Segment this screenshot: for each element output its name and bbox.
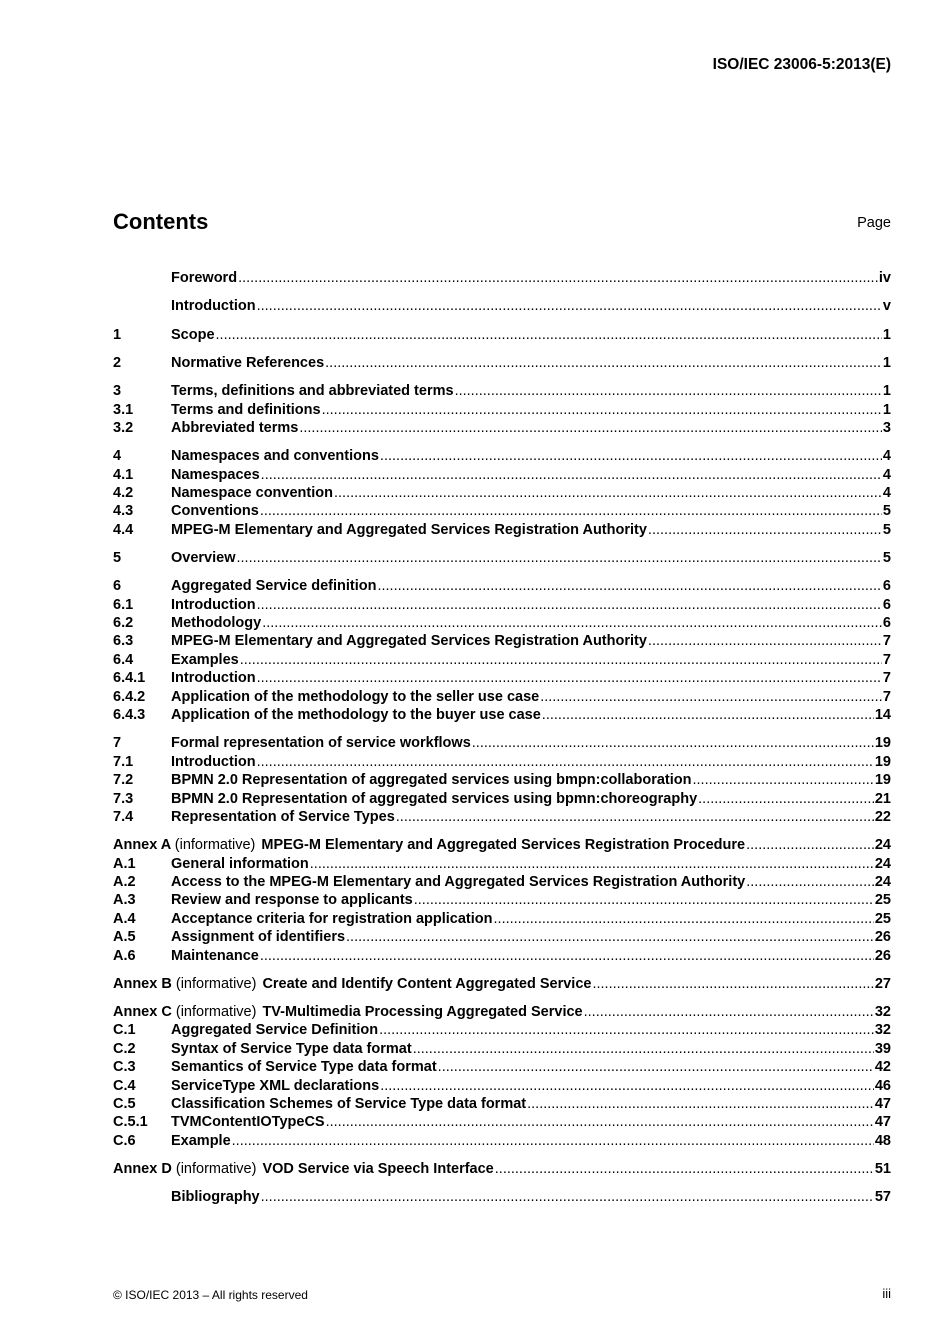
toc-entry[interactable]	[113, 688, 891, 706]
toc-entry-title: Namespaces	[171, 466, 260, 483]
toc-entry[interactable]	[113, 326, 891, 344]
toc-entry-page: 46	[874, 1077, 891, 1094]
annex-prefix	[113, 975, 262, 993]
toc-group	[113, 1160, 891, 1178]
toc-entry-page: 39	[874, 1040, 891, 1057]
dot-leader	[438, 1058, 874, 1076]
toc-entry-title: MPEG-M Elementary and Aggregated Services Registration Procedure	[261, 837, 746, 854]
dot-leader	[592, 975, 873, 993]
toc-entry-page: 7	[882, 688, 891, 705]
toc-entry-page: v	[882, 298, 891, 315]
dot-leader	[527, 1095, 874, 1113]
toc-entry-number: 4	[113, 448, 122, 465]
toc-entry[interactable]	[113, 466, 891, 484]
annex-prefix	[113, 1003, 262, 1021]
toc-entry-page: 26	[874, 947, 891, 964]
toc-entry-number: A.4	[113, 910, 136, 927]
dot-leader	[455, 382, 882, 400]
dot-leader	[238, 269, 878, 287]
toc-entry-title: Normative References	[171, 354, 325, 371]
dot-leader	[260, 502, 882, 520]
toc-entry-title: Assignment of identifiers	[171, 929, 346, 946]
toc-entry-page: 25	[874, 892, 891, 909]
toc-entry[interactable]	[113, 1188, 891, 1206]
toc-entry-page: 22	[874, 808, 891, 825]
toc-entry-number: 6.4.1	[113, 670, 146, 687]
toc-entry-number: 5	[113, 550, 122, 567]
toc-entry-title: Terms, definitions and abbreviated terms	[171, 383, 454, 400]
toc-entry-number: A.1	[113, 855, 136, 872]
toc-entry-title: Application of the methodology to the buyer use case	[171, 707, 541, 724]
dot-leader	[540, 688, 882, 706]
toc-entry[interactable]	[113, 1003, 891, 1021]
toc-entry-page: 1	[882, 326, 891, 343]
toc-entry-title: BPMN 2.0 Representation of aggregated services using bpmn:choreography	[171, 790, 698, 807]
page-column-label: Page	[857, 215, 891, 231]
toc-entry-page: 19	[874, 735, 891, 752]
toc-entry-number: 4.4	[113, 521, 134, 538]
dot-leader	[472, 734, 874, 752]
toc-entry-number: C.2	[113, 1040, 136, 1057]
dot-leader	[322, 401, 882, 419]
toc-entry-title: Introduction	[171, 753, 256, 770]
toc-group	[113, 734, 891, 826]
toc-entry[interactable]	[113, 873, 891, 891]
toc-entry-page: 6	[882, 615, 891, 632]
toc-entry-page: 6	[882, 578, 891, 595]
toc-entry-number: 7.4	[113, 808, 134, 825]
toc-entry-title: Examples	[171, 651, 239, 668]
dot-leader	[495, 1160, 874, 1178]
toc-entry-number: 3.2	[113, 419, 134, 436]
toc-entry[interactable]	[113, 521, 891, 539]
toc-entry[interactable]	[113, 706, 891, 724]
dot-leader	[414, 891, 874, 909]
toc-entry-number: C.6	[113, 1132, 136, 1149]
toc-entry-title: Introduction	[171, 298, 256, 315]
toc-entry-title: Terms and definitions	[171, 401, 321, 418]
toc-entry-title: Abbreviated terms	[171, 419, 299, 436]
toc-entry-number: 7.2	[113, 772, 134, 789]
toc-entry-page: 1	[882, 401, 891, 418]
annex-prefix	[113, 836, 261, 854]
annex-informative-tag: (informative)	[175, 1004, 257, 1021]
toc-entry[interactable]	[113, 502, 891, 520]
dot-leader	[584, 1003, 874, 1021]
toc-entry-title: General information	[171, 855, 309, 872]
toc-entry-page: 4	[882, 466, 891, 483]
dot-leader	[334, 484, 882, 502]
toc-entry-page: 7	[882, 633, 891, 650]
toc-entry-title: Application of the methodology to the seller use case	[171, 688, 540, 705]
toc-entry-number: 3.1	[113, 401, 134, 418]
toc-group	[113, 1188, 891, 1206]
dot-leader	[413, 1040, 874, 1058]
toc-group	[113, 577, 891, 724]
toc-entry-page: 57	[874, 1189, 891, 1206]
toc-entry-page: 14	[874, 707, 891, 724]
toc-group	[113, 549, 891, 567]
document-id-header: ISO/IEC 23006-5:2013(E)	[712, 56, 891, 73]
dot-leader	[257, 753, 874, 771]
toc-entry-title: Review and response to applicants	[171, 892, 413, 909]
table-of-contents	[113, 269, 891, 1217]
toc-entry-title: MPEG-M Elementary and Aggregated Services Registration Authority	[171, 633, 647, 650]
toc-entry-page: 4	[882, 448, 891, 465]
toc-entry-page: 6	[882, 596, 891, 613]
toc-entry-title: Namespaces and conventions	[171, 448, 379, 465]
toc-entry-page: 26	[874, 929, 891, 946]
toc-entry-title: Methodology	[171, 615, 262, 632]
toc-entry[interactable]	[113, 1113, 891, 1131]
dot-leader	[240, 651, 882, 669]
toc-entry[interactable]	[113, 836, 891, 854]
toc-entry-title: Access to the MPEG-M Elementary and Aggregated Services Registration Authority	[171, 873, 746, 890]
toc-entry-title: TVMContentIOTypeCS	[171, 1114, 325, 1131]
toc-entry[interactable]	[113, 1021, 891, 1039]
toc-entry-number: C.5.1	[113, 1114, 148, 1131]
dot-leader	[648, 521, 882, 539]
toc-entry-page: 7	[882, 670, 891, 687]
toc-entry-title: Introduction	[171, 670, 256, 687]
toc-entry-number: C.1	[113, 1022, 136, 1039]
toc-group	[113, 975, 891, 993]
dot-leader	[260, 947, 874, 965]
annex-prefix	[113, 1160, 262, 1178]
toc-entry[interactable]	[113, 1077, 891, 1095]
dot-leader	[232, 1132, 874, 1150]
toc-entry-title: Bibliography	[171, 1189, 260, 1206]
toc-entry-page: 5	[882, 521, 891, 538]
toc-group	[113, 269, 891, 287]
toc-entry-title: Conventions	[171, 503, 259, 520]
toc-entry-number: 7.1	[113, 753, 134, 770]
toc-entry[interactable]	[113, 614, 891, 632]
toc-entry-number: 1	[113, 326, 122, 343]
toc-group	[113, 326, 891, 344]
toc-entry[interactable]	[113, 401, 891, 419]
toc-entry-page: 19	[874, 753, 891, 770]
toc-entry-page: 47	[874, 1114, 891, 1131]
toc-entry-number: 7	[113, 735, 122, 752]
dot-leader	[346, 928, 874, 946]
toc-entry[interactable]	[113, 354, 891, 372]
contents-heading: Contents	[113, 209, 209, 234]
dot-leader	[693, 771, 874, 789]
toc-entry[interactable]	[113, 1160, 891, 1178]
annex-informative-tag: (informative)	[175, 1161, 257, 1178]
toc-entry-title: ServiceType XML declarations	[171, 1077, 380, 1094]
toc-entry-title: BPMN 2.0 Representation of aggregated services using bmpn:collaboration	[171, 772, 692, 789]
toc-group	[113, 447, 891, 539]
toc-entry[interactable]	[113, 382, 891, 400]
toc-entry-number: A.2	[113, 873, 136, 890]
toc-entry-title: Semantics of Service Type data format	[171, 1059, 437, 1076]
toc-entry-number: A.6	[113, 947, 136, 964]
toc-entry-number: 7.3	[113, 790, 134, 807]
toc-group	[113, 382, 891, 437]
page-number: iii	[882, 1286, 891, 1301]
toc-entry-page: 27	[874, 975, 891, 992]
toc-entry[interactable]	[113, 928, 891, 946]
toc-entry-title: Maintenance	[171, 947, 259, 964]
toc-entry-number: 6.4	[113, 651, 134, 668]
toc-entry-page: 5	[882, 503, 891, 520]
toc-entry-number: A.5	[113, 929, 136, 946]
dot-leader	[494, 910, 874, 928]
dot-leader	[299, 419, 882, 437]
toc-entry[interactable]	[113, 1132, 891, 1150]
toc-entry-page: 7	[882, 651, 891, 668]
dot-leader	[377, 577, 881, 595]
toc-entry[interactable]	[113, 419, 891, 437]
toc-group	[113, 354, 891, 372]
toc-entry-number: 6.2	[113, 615, 134, 632]
dot-leader	[326, 1113, 874, 1131]
toc-entry-number: 6.4.3	[113, 707, 146, 724]
annex-label: Annex C	[113, 1004, 172, 1021]
dot-leader	[380, 1077, 874, 1095]
toc-entry-title: Classification Schemes of Service Type data format	[171, 1096, 527, 1113]
toc-entry-number: C.3	[113, 1059, 136, 1076]
dot-leader	[237, 549, 882, 567]
toc-entry[interactable]	[113, 484, 891, 502]
toc-entry-page: 47	[874, 1096, 891, 1113]
annex-label: Annex A	[113, 837, 171, 854]
dot-leader	[698, 790, 874, 808]
toc-entry-number: 6.1	[113, 596, 134, 613]
toc-entry[interactable]	[113, 632, 891, 650]
toc-entry[interactable]	[113, 734, 891, 752]
toc-entry-title: Create and Identify Content Aggregated Service	[262, 975, 592, 992]
dot-leader	[379, 1021, 874, 1039]
dot-leader	[261, 466, 882, 484]
toc-entry-page: 21	[874, 790, 891, 807]
annex-informative-tag: (informative)	[174, 837, 256, 854]
toc-entry[interactable]	[113, 669, 891, 687]
dot-leader	[648, 632, 882, 650]
toc-entry-title: Foreword	[171, 270, 238, 286]
dot-leader	[542, 706, 874, 724]
toc-entry[interactable]	[113, 910, 891, 928]
toc-entry-number: 2	[113, 354, 122, 371]
toc-entry-page: 1	[882, 383, 891, 400]
toc-entry-page: 48	[874, 1132, 891, 1149]
toc-entry-number: 4.3	[113, 503, 134, 520]
toc-entry-title: Scope	[171, 326, 215, 343]
toc-entry-page: 32	[874, 1004, 891, 1021]
toc-entry-number: 3	[113, 383, 122, 400]
copyright-footer: © ISO/IEC 2013 – All rights reserved	[113, 1288, 308, 1302]
toc-entry-page: 19	[874, 772, 891, 789]
toc-entry-number: 6	[113, 578, 122, 595]
toc-entry-title: Representation of Service Types	[171, 808, 395, 825]
toc-entry-number: 6.3	[113, 633, 134, 650]
toc-entry-page: 4	[882, 484, 891, 501]
toc-entry[interactable]	[113, 269, 891, 287]
annex-label: Annex B	[113, 975, 172, 992]
dot-leader	[746, 873, 874, 891]
toc-entry-page: iv	[878, 270, 891, 286]
dot-leader	[261, 1188, 874, 1206]
toc-entry[interactable]	[113, 790, 891, 808]
toc-entry-page: 51	[874, 1161, 891, 1178]
toc-entry[interactable]	[113, 808, 891, 826]
toc-entry-number: 4.2	[113, 484, 134, 501]
toc-entry[interactable]	[113, 891, 891, 909]
dot-leader	[216, 326, 882, 344]
toc-entry[interactable]	[113, 975, 891, 993]
toc-entry[interactable]	[113, 753, 891, 771]
toc-entry-number: 4.1	[113, 466, 134, 483]
dot-leader	[257, 669, 882, 687]
toc-entry-page: 32	[874, 1022, 891, 1039]
dot-leader	[380, 447, 882, 465]
toc-entry-title: Formal representation of service workflows	[171, 735, 471, 752]
toc-entry[interactable]	[113, 651, 891, 669]
toc-group	[113, 836, 891, 965]
toc-entry[interactable]	[113, 1040, 891, 1058]
dot-leader	[310, 855, 874, 873]
toc-entry[interactable]	[113, 447, 891, 465]
toc-entry[interactable]	[113, 577, 891, 595]
toc-entry-page: 24	[874, 837, 891, 854]
toc-entry-title: Example	[171, 1132, 231, 1149]
toc-entry-number: C.4	[113, 1077, 136, 1094]
toc-entry-page: 3	[882, 419, 891, 436]
dot-leader	[746, 836, 874, 854]
toc-entry[interactable]	[113, 1058, 891, 1076]
toc-entry[interactable]	[113, 855, 891, 873]
toc-entry-title: Acceptance criteria for registration application	[171, 910, 493, 927]
toc-entry-title: TV-Multimedia Processing Aggregated Service	[262, 1004, 583, 1021]
toc-entry-page: 1	[882, 354, 891, 371]
toc-entry-title: MPEG-M Elementary and Aggregated Services Registration Authority	[171, 521, 647, 538]
toc-entry-number: 6.4.2	[113, 688, 146, 705]
annex-label: Annex D	[113, 1161, 172, 1178]
toc-entry[interactable]	[113, 1095, 891, 1113]
toc-entry[interactable]	[113, 596, 891, 614]
toc-entry-title: Namespace convention	[171, 484, 333, 501]
dot-leader	[257, 596, 882, 614]
dot-leader	[257, 297, 882, 315]
toc-entry[interactable]	[113, 549, 891, 567]
toc-entry[interactable]	[113, 947, 891, 965]
toc-entry-title: Introduction	[171, 596, 256, 613]
toc-group	[113, 297, 891, 315]
dot-leader	[262, 614, 882, 632]
toc-entry-number: A.3	[113, 892, 136, 909]
dot-leader	[396, 808, 874, 826]
annex-informative-tag: (informative)	[175, 975, 257, 992]
toc-group	[113, 1003, 891, 1150]
toc-entry-page: 25	[874, 910, 891, 927]
toc-entry-number: C.5	[113, 1096, 136, 1113]
dot-leader	[325, 354, 882, 372]
toc-entry-title: Aggregated Service Definition	[171, 1022, 379, 1039]
toc-entry-page: 5	[882, 550, 891, 567]
toc-entry-title: Overview	[171, 550, 236, 567]
toc-entry-title: Aggregated Service definition	[171, 578, 377, 595]
toc-entry-page: 24	[874, 873, 891, 890]
toc-entry[interactable]	[113, 297, 891, 315]
toc-entry-title: VOD Service via Speech Interface	[262, 1161, 494, 1178]
toc-entry-page: 24	[874, 855, 891, 872]
toc-entry-page: 42	[874, 1059, 891, 1076]
toc-entry[interactable]	[113, 771, 891, 789]
toc-entry-title: Syntax of Service Type data format	[171, 1040, 412, 1057]
